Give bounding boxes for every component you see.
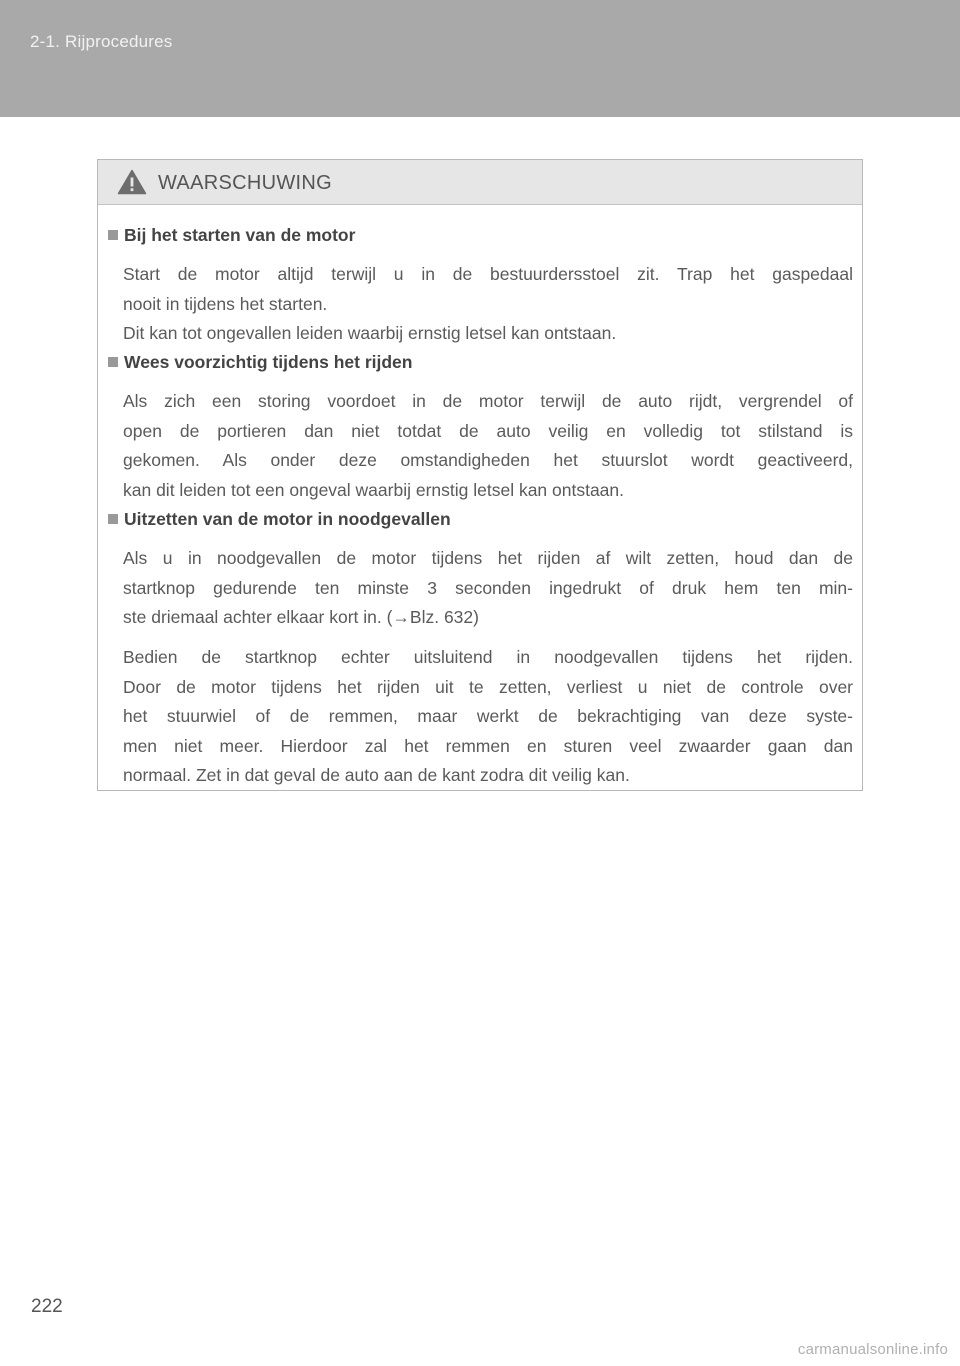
text-line: Als u in noodgevallen de motor tijdens het rijden af wilt zetten, houd dan de — [123, 548, 853, 568]
bullet-square-icon — [108, 514, 118, 524]
paragraph — [123, 643, 853, 791]
text-line: ste driemaal achter elkaar kort in. (→Blz. 632) — [123, 607, 479, 627]
text-line: Door de motor tijdens het rijden uit te zetten, verliest u niet de controle over — [123, 676, 853, 697]
section-heading — [108, 225, 355, 246]
section-heading-text: Wees voorzichtig tijdens het rijden — [124, 352, 413, 372]
text-line: normaal. Zet in dat geval de auto aan de kant zodra dit veilig kan. — [123, 765, 630, 785]
text-line: Als zich een storing voordoet in de motor terwijl de auto rijdt, vergrendel of — [123, 391, 853, 411]
paragraph — [123, 260, 853, 349]
watermark: carmanualsonline.info — [797, 1341, 948, 1358]
paragraph — [123, 544, 853, 633]
warning-box — [97, 159, 863, 791]
chapter-section-title: 2-1. Rijprocedures — [30, 32, 173, 51]
text-line: het stuurwiel of de remmen, maar werkt de bekrachtiging van deze syste- — [123, 706, 853, 726]
warning-triangle-icon — [117, 169, 147, 195]
bullet-square-icon — [108, 357, 118, 367]
text-line: open de portieren dan niet totdat de auto veilig en volledig tot stilstand is — [123, 420, 853, 441]
text-line: Bedien de startknop echter uitsluitend in noodgevallen tijdens het rijden. — [123, 647, 853, 667]
text-line: startknop gedurende ten minste 3 seconden ingedrukt of druk hem ten min- — [123, 577, 853, 598]
text-line: Start de motor altijd terwijl u in de bestuurdersstoel zit. Trap het gaspedaal — [123, 264, 853, 284]
chapter-header-bar — [0, 0, 960, 117]
text-line: men niet meer. Hierdoor zal het remmen en sturen veel zwaarder gaan dan — [123, 735, 853, 756]
text-line: Dit kan tot ongevallen leiden waarbij ernstig letsel kan ontstaan. — [123, 323, 617, 343]
section-heading-text: Bij het starten van de motor — [124, 225, 356, 245]
warning-header — [98, 160, 862, 205]
warning-title: WAARSCHUWING — [158, 172, 332, 194]
section-heading — [108, 509, 451, 530]
text-line: gekomen. Als onder deze omstandigheden het stuurslot wordt geactiveerd, — [123, 450, 853, 470]
text-line: nooit in tijdens het starten. — [123, 293, 328, 314]
page-number: 222 — [31, 1296, 63, 1317]
paragraph — [123, 387, 853, 505]
text-line: kan dit leiden tot een ongeval waarbij ernstig letsel kan ontstaan. — [123, 479, 625, 500]
section-heading — [108, 352, 412, 373]
section-heading-text: Uitzetten van de motor in noodgevallen — [124, 509, 451, 529]
bullet-square-icon — [108, 230, 118, 240]
